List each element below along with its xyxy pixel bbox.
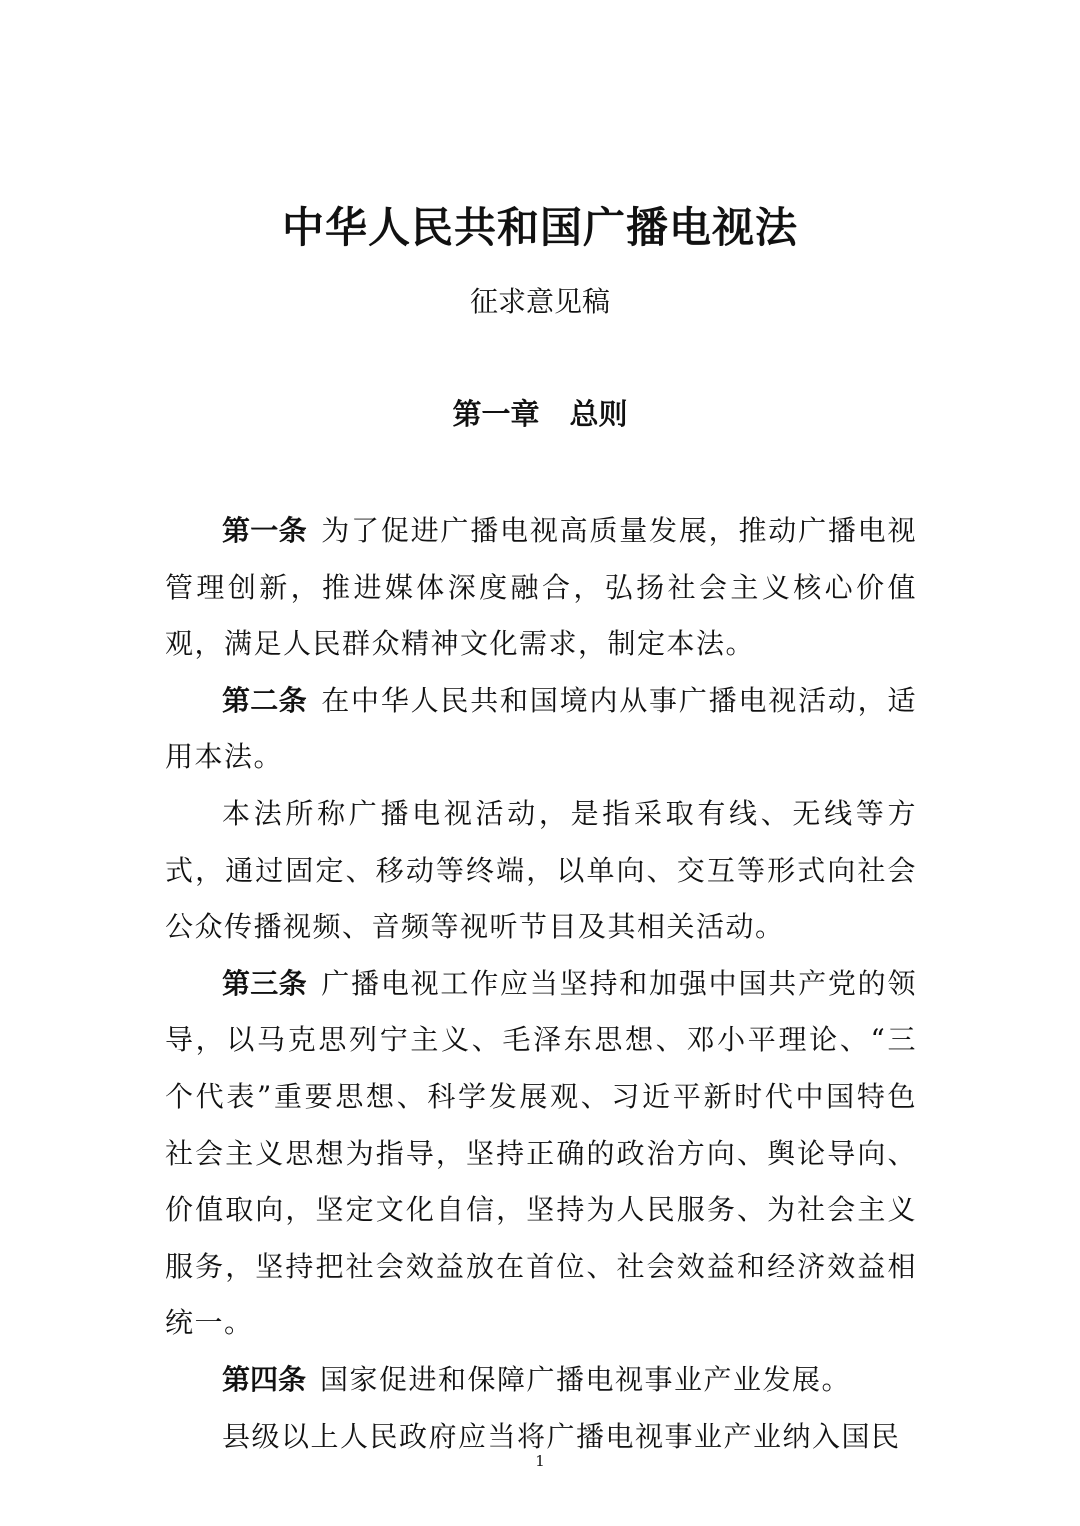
document-title: 中华人民共和国广播电视法	[281, 203, 798, 252]
article-text: 在中华人民共和国境内从事广播电视活动，适用本法。	[165, 683, 917, 774]
article-paragraph	[165, 1352, 917, 1409]
article-text: 国家促进和保障广播电视事业产业发展。	[320, 1362, 852, 1396]
article-paragraph	[165, 786, 917, 956]
document-subtitle: 征求意见稿	[469, 285, 610, 318]
article-text: 为了促进广播电视高质量发展，推动广播电视管理创新，推进媒体深度融合，弘扬社会主义核心价值观，满足人民群众精神文化需求，制定本法。	[165, 514, 917, 661]
article-label: 第一条	[222, 514, 307, 547]
article-paragraph	[165, 503, 917, 673]
chapter-name: 总则	[569, 397, 628, 431]
article-label: 第三条	[222, 966, 307, 1000]
page-number: 1	[535, 1452, 545, 1470]
document-body	[165, 503, 917, 1465]
article-label: 第四条	[222, 1362, 307, 1396]
chapter-heading	[0, 394, 1080, 434]
chapter-number: 第一章	[452, 397, 540, 431]
article-paragraph	[165, 673, 917, 786]
article-text: 县级以上人民政府应当将广播电视事业产业纳入国民	[222, 1419, 901, 1453]
article-text: 本法所称广播电视活动，是指采取有线、无线等方式，通过固定、移动等终端，以单向、交互等形式向社会公众传播视频、音频等视听节目及其相关活动。	[165, 796, 917, 944]
article-paragraph	[165, 956, 917, 1352]
article-label: 第二条	[222, 683, 307, 717]
article-text: 广播电视工作应当坚持和加强中国共产党的领导，以马克思列宁主义、毛泽东思想、邓小平理论、“三个代表”重要思想、科学发展观、习近平新时代中国特色社会主义思想为指导，坚持正确的政治方向、舆论导向、价值取向，坚定文化自信，坚持为人民服务、为社会主义服务，坚持把社会效益放在首位、社会效益和经济效益相统一。	[165, 966, 917, 1340]
